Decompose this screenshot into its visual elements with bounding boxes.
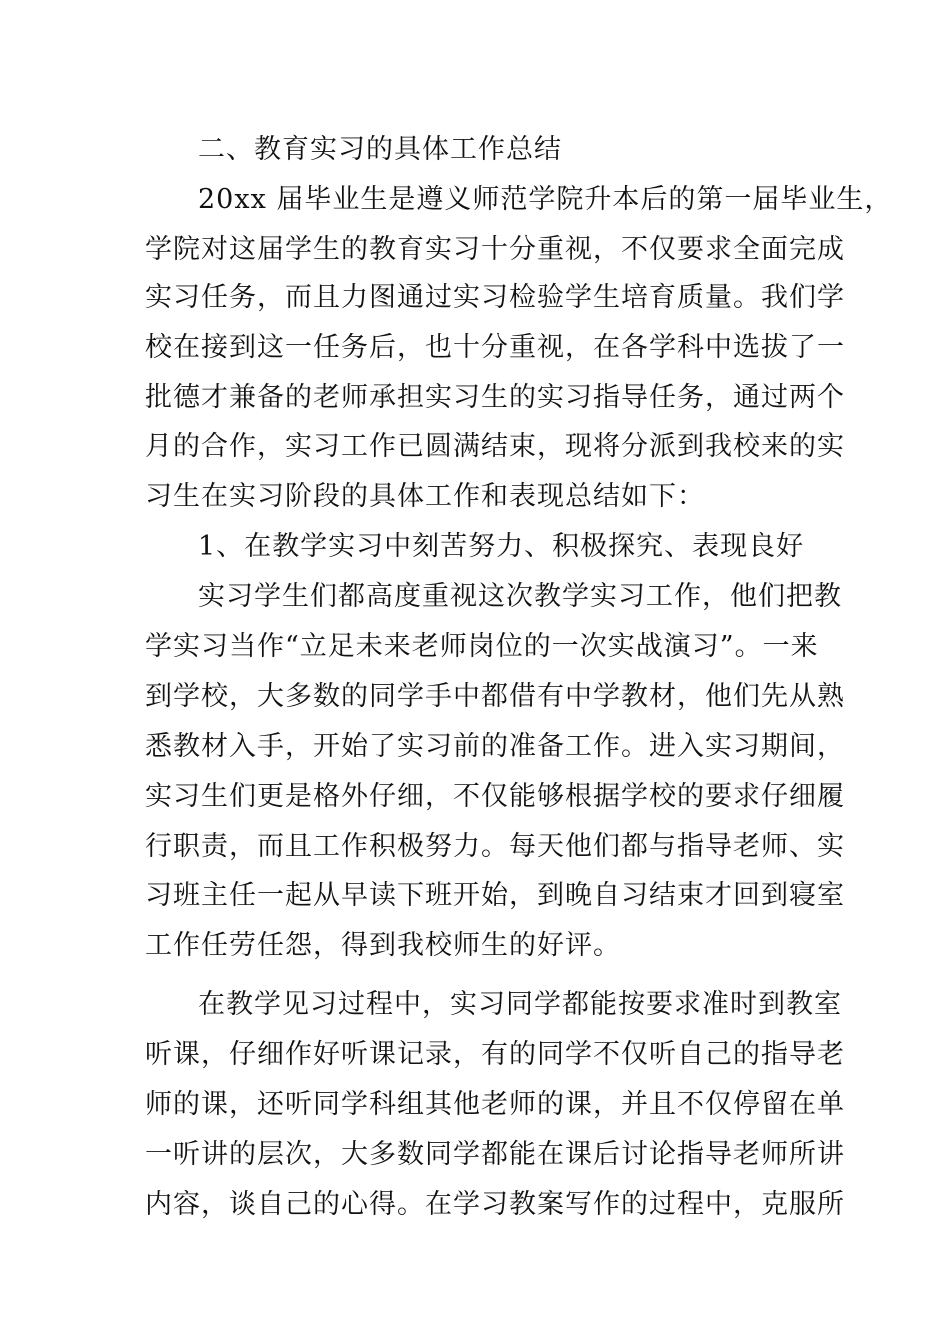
paragraph-line: 习生在实习阶段的具体工作和表现总结如下： <box>145 481 705 512</box>
paragraph-line: 内容，谈自己的心得。在学习教案写作的过程中，克服所 <box>145 1189 845 1220</box>
paragraph-line: 在教学见习过程中，实习同学都能按要求准时到教室 <box>198 989 842 1020</box>
paragraph-line: 实习学生们都高度重视这次教学实习工作，他们把教 <box>198 581 842 612</box>
section-heading: 二、教育实习的具体工作总结 <box>198 134 562 165</box>
paragraph-line: 习班主任一起从早读下班开始，到晚自习结束才回到寝室 <box>145 880 845 911</box>
paragraph-line: 学实习当作“立足未来老师岗位的一次实战演习”。一来 <box>145 631 819 662</box>
paragraph-line: 月的合作，实习工作已圆满结束，现将分派到我校来的实 <box>145 431 845 462</box>
paragraph-line: 听课，仔细作好听课记录，有的同学不仅听自己的指导老 <box>145 1039 845 1070</box>
paragraph-line: 工作任劳任怨，得到我校师生的好评。 <box>145 930 621 961</box>
paragraph-line: 学院对这届学生的教育实习十分重视，不仅要求全面完成 <box>145 234 845 265</box>
subsection-heading: 1、在教学实习中刻苦努力、积极探究、表现良好 <box>198 531 805 562</box>
paragraph-line: 师的课，还听同学科组其他老师的课，并且不仅停留在单 <box>145 1089 845 1120</box>
paragraph-line: 校在接到这一任务后，也十分重视，在各学科中选拔了一 <box>145 332 845 363</box>
paragraph-line: 到学校，大多数的同学手中都借有中学教材，他们先从熟 <box>145 681 845 712</box>
paragraph-line: 行职责，而且工作积极努力。每天他们都与指导老师、实 <box>145 831 845 862</box>
paragraph-line: 批德才兼备的老师承担实习生的实习指导任务，通过两个 <box>145 382 845 413</box>
paragraph-line: 20xx 届毕业生是遵义师范学院升本后的第一届毕业生， <box>198 184 893 215</box>
paragraph-line: 悉教材入手，开始了实习前的准备工作。进入实习期间， <box>145 731 845 762</box>
paragraph-line: 实习任务，而且力图通过实习检验学生培育质量。我们学 <box>145 282 845 313</box>
paragraph-line: 一听讲的层次，大多数同学都能在课后讨论指导老师所讲 <box>145 1139 845 1170</box>
paragraph-line: 实习生们更是格外仔细，不仅能够根据学校的要求仔细履 <box>145 781 845 812</box>
